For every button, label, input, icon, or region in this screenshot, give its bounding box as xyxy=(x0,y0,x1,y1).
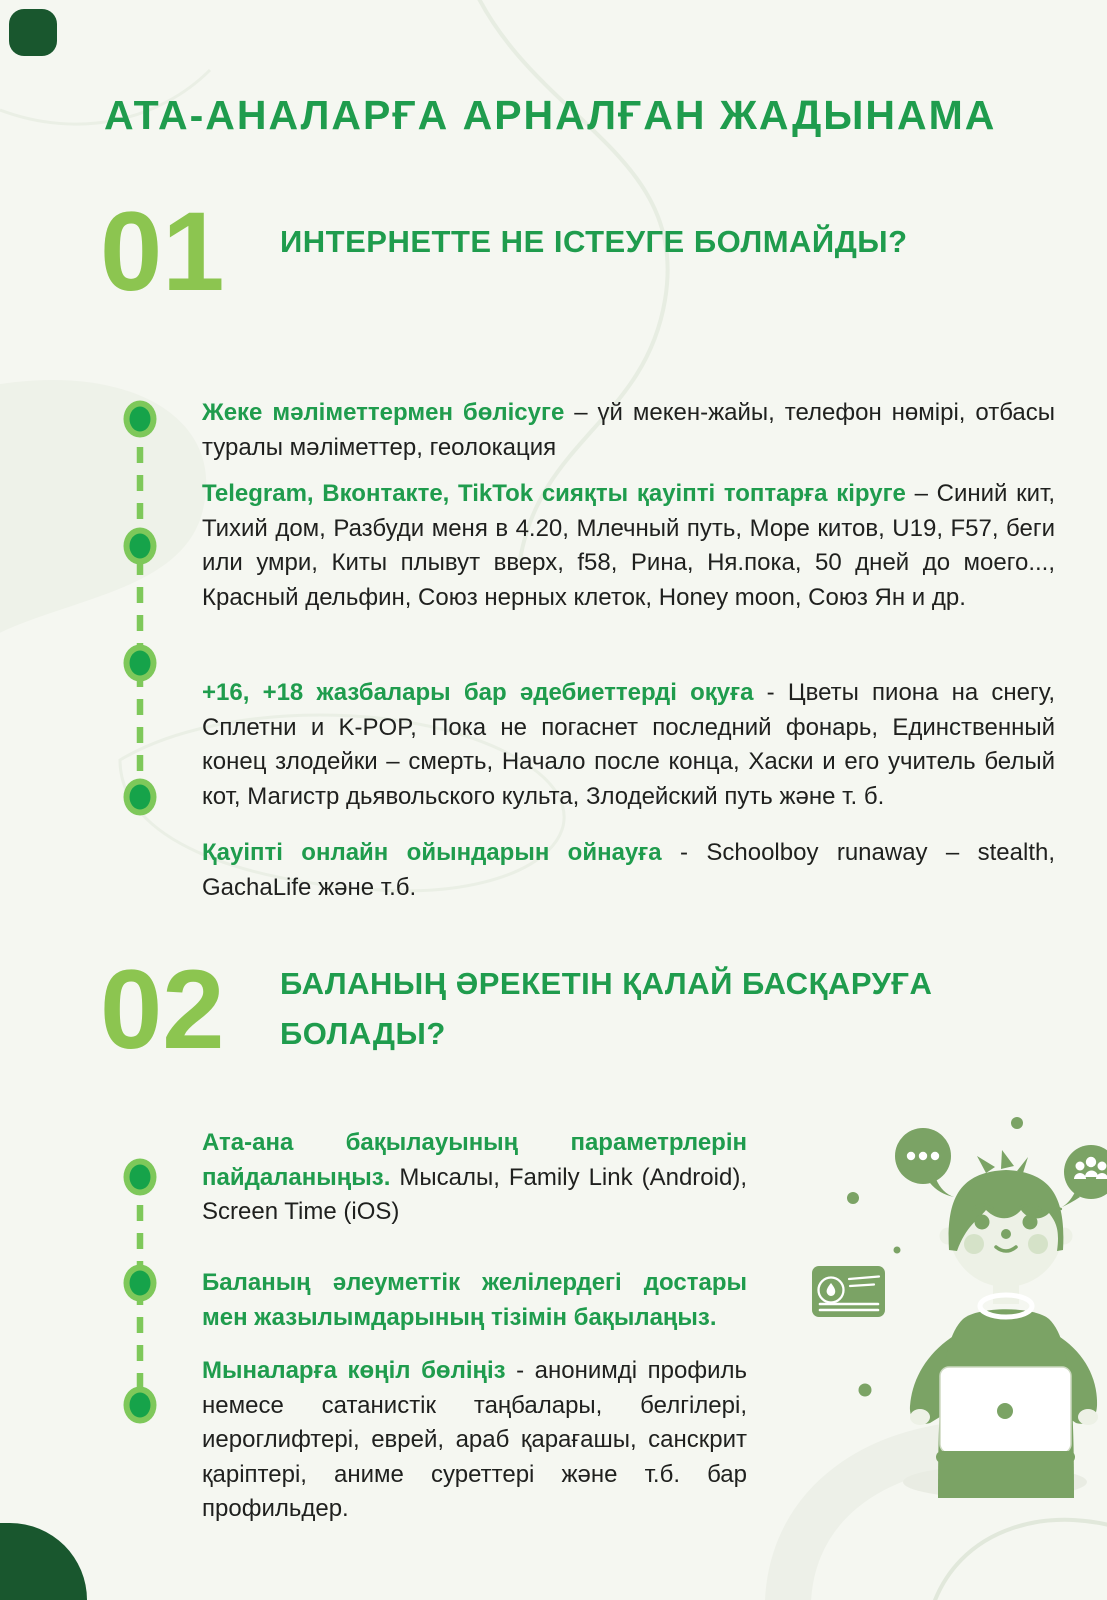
list-item xyxy=(202,1266,747,1335)
list-item xyxy=(202,1126,747,1230)
item-lead: Қауіпті онлайн ойындарын ойнауға xyxy=(202,839,662,866)
list-item xyxy=(202,396,1055,465)
page-title: АТА-АНАЛАРҒА АРНАЛҒАН ЖАДЫНАМА xyxy=(104,92,997,138)
section-2-heading: БАЛАНЫҢ ӘРЕКЕТІН ҚАЛАЙ БАСҚАРУҒА БОЛАДЫ? xyxy=(280,966,933,1051)
decorative-dot xyxy=(859,1384,872,1397)
section-2-number: 02 xyxy=(100,947,225,1072)
timeline-section-1 xyxy=(118,395,162,835)
timeline-dot xyxy=(124,528,157,565)
item-lead: +16, +18 жазбалары бар әдебиеттерді оқуға xyxy=(202,679,754,706)
item-lead: Telegram, Вконтакте, TikTok сияқты қауіпті топтарға кіруге xyxy=(202,480,906,507)
item-lead: Жеке мәліметтермен бөлісуге xyxy=(202,399,565,426)
id-card-icon xyxy=(812,1266,885,1317)
decorative-dot xyxy=(894,1247,901,1254)
item-lead: Баланың әлеуметтік желілердегі достары мен жазылымдарының тізімін бақылаңыз. xyxy=(202,1269,747,1331)
chat-bubble-icon xyxy=(895,1128,954,1197)
list-item xyxy=(202,836,1055,905)
timeline-dot xyxy=(124,1159,157,1196)
item-lead: Мыналарға көңіл бөліңіз xyxy=(202,1357,506,1384)
item-body: үй мекен-жайы, телефон нөмірі, отбасы туралы мәліметтер, геолокация xyxy=(202,399,1055,461)
list-item xyxy=(202,477,1055,615)
decorative-dot xyxy=(847,1192,859,1204)
item-separator: - xyxy=(753,679,788,706)
item-body: анонимді профиль немесе сатанистік таңбалары, белгілері, иероглифтері, еврей, араб қарағашы, санскрит қаріптері, аниме суреттері және т.б. бар профильдер. xyxy=(202,1357,748,1522)
hand xyxy=(1078,1409,1098,1425)
boy-illustration xyxy=(790,1080,1107,1500)
item-body: Schoolboy runaway – stealth, GachaLife және т.б. xyxy=(202,839,1056,901)
hand xyxy=(910,1409,930,1425)
item-separator: – xyxy=(905,480,937,507)
timeline-dot xyxy=(124,1265,157,1302)
section-1-number: 01 xyxy=(100,189,225,314)
timeline-dot xyxy=(124,401,157,438)
corner-accent-top-left xyxy=(9,9,57,56)
list-item xyxy=(202,1354,747,1527)
timeline-dot xyxy=(124,645,157,682)
item-separator: – xyxy=(564,399,598,426)
item-separator: - xyxy=(661,839,707,866)
timeline-section-2 xyxy=(118,1155,162,1435)
list-item xyxy=(202,676,1055,814)
timeline-dot xyxy=(124,779,157,816)
timeline-dot xyxy=(124,1387,157,1424)
section-1-heading: ИНТЕРНЕТТЕ НЕ ІСТЕУГЕ БОЛМАЙДЫ? xyxy=(280,224,908,259)
item-lead: Ата-ана бақылауының параметрлерін пайдаланыңыз. xyxy=(202,1129,747,1191)
item-body: Мысалы, Family Link (Android), Screen Time (iOS) xyxy=(202,1163,747,1225)
family-chat-icon xyxy=(1060,1145,1107,1208)
item-body: Цветы пиона на снегу, Сплетни и K-POP, Пока не погаснет последний фонарь, Единственный конец злодейки – смерть, Начало после конца, Хаски и его учитель белый кот, Магистр дьявольского культа, Злодейский путь және т. б. xyxy=(202,679,1056,810)
item-body: Синий кит, Тихий дом, Разбуди меня в 4.20, Млечный путь, Море китов, U19, F57, беги или умри, Киты плывут вверх, f58, Рина, Ня.пока, 50 дней до моего..., Красный дельфин, Союз нерных клеток, Honey moon, Союз Ян и др. xyxy=(202,480,1055,611)
decorative-dot xyxy=(1011,1117,1023,1129)
item-separator: - xyxy=(505,1357,535,1384)
